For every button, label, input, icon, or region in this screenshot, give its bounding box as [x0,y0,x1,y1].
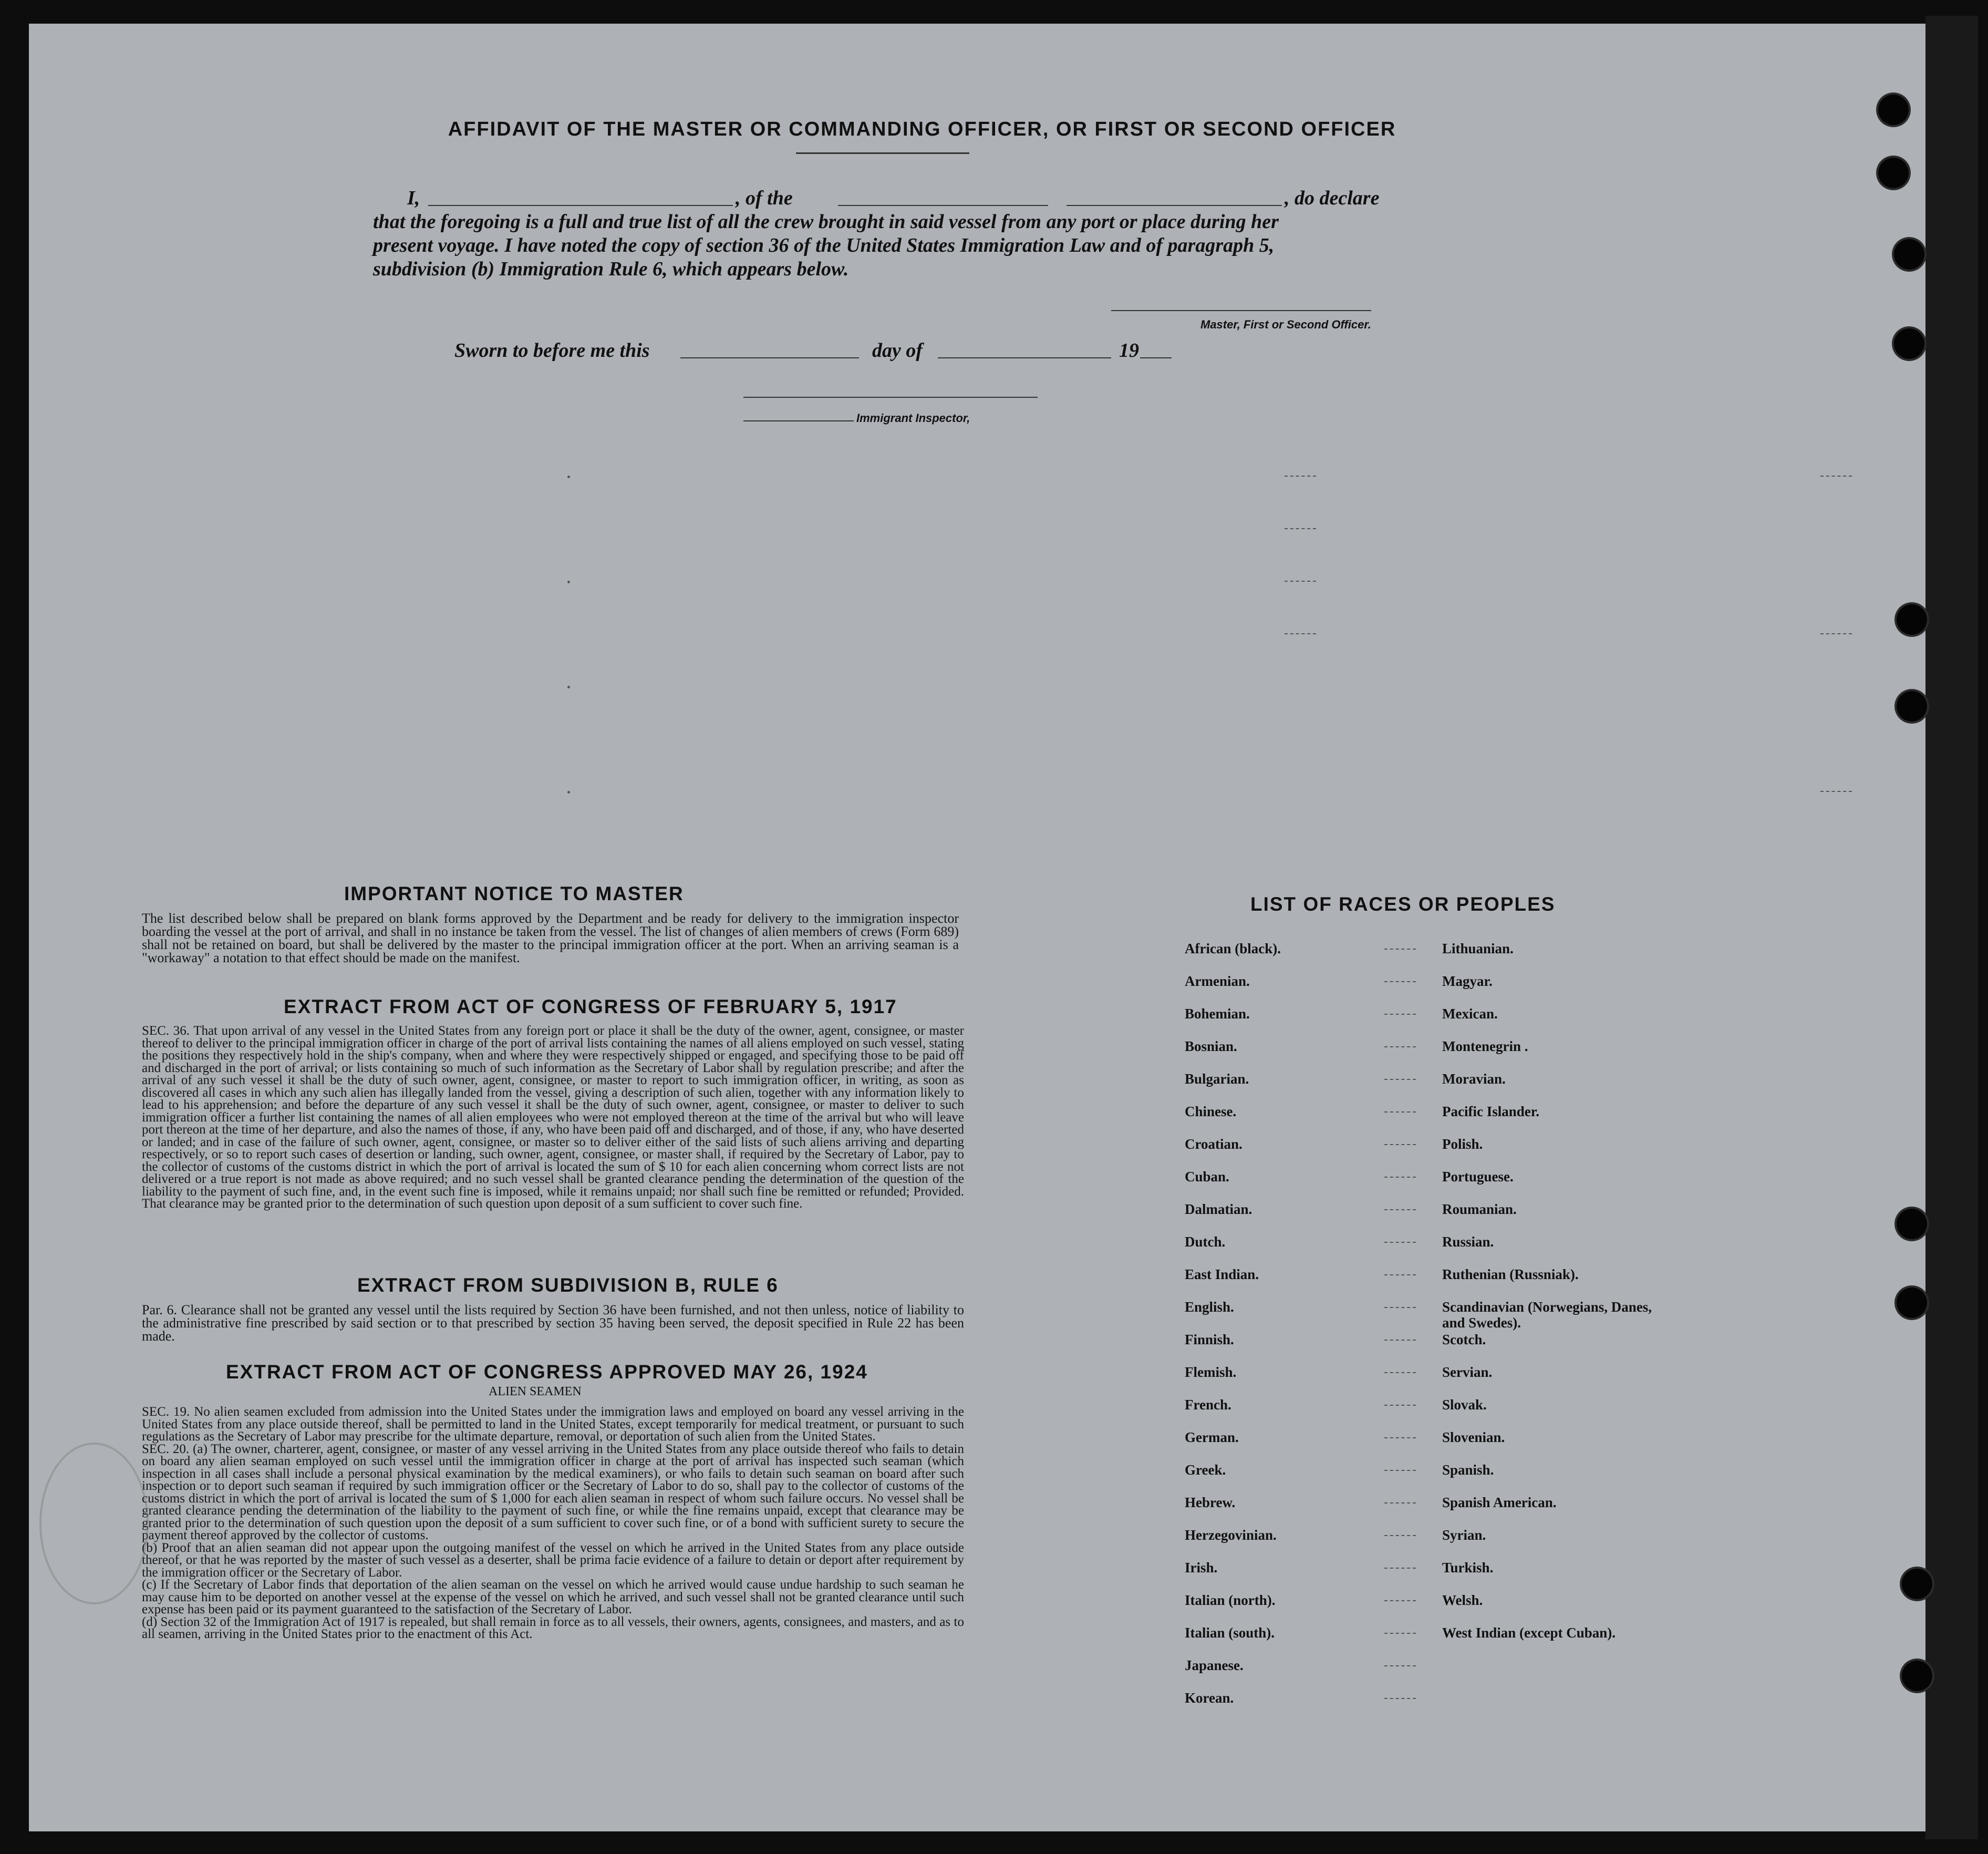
inspector-caption: Immigrant Inspector, [856,411,970,425]
race-label: Scotch. [1442,1332,1486,1347]
race-label: Flemish. [1185,1364,1237,1380]
binder-hole [1902,1661,1932,1691]
binder-hole [1897,604,1927,635]
race-label: Armenian. [1185,973,1250,989]
binder-hole [1902,1569,1932,1599]
race-label: Bosnian. [1185,1038,1237,1054]
notice-title: IMPORTANT NOTICE TO MASTER [344,883,684,904]
race-count-field[interactable] [1384,1046,1416,1047]
race-label: Finnish. [1185,1332,1234,1347]
race-count-field[interactable] [1384,1437,1416,1438]
race-count-field[interactable] [1384,1079,1416,1080]
race-item [1442,1625,1663,1657]
races-right-column [1442,941,1663,1657]
race-count-field[interactable] [1384,1307,1416,1308]
race-label: Portuguese. [1442,1169,1514,1184]
race-label: Chinese. [1185,1104,1237,1119]
name-field[interactable] [428,205,733,206]
race-label: East Indian. [1185,1266,1259,1282]
race-label: Bulgarian. [1185,1071,1249,1087]
race-item [1442,1495,1663,1527]
race-count-field[interactable] [1384,1340,1416,1341]
vessel-name-field[interactable] [1067,205,1282,206]
guide-dot [567,791,570,794]
race-item [1185,1006,1395,1038]
race-item [1185,1104,1395,1136]
race-label: Hebrew. [1185,1495,1236,1510]
race-count-field[interactable] [1384,1242,1416,1243]
race-count-field[interactable] [1384,1405,1416,1406]
race-item [1185,1592,1395,1625]
race-item [1185,1690,1395,1723]
vessel-nationality-field[interactable] [838,205,1048,206]
affidavit-line4: subdivision (b) Immigration Rule 6, which appears below. [373,258,849,280]
race-label: English. [1185,1299,1234,1315]
race-item [1442,1560,1663,1592]
race-count-field[interactable] [1384,1372,1416,1373]
sworn-year-field[interactable] [1140,357,1172,358]
race-item [1185,1429,1395,1462]
race-label: West Indian (except Cuban). [1442,1625,1616,1641]
race-item [1185,1038,1395,1071]
race-item [1185,973,1395,1006]
race-label: Montenegrin . [1442,1038,1528,1054]
binder-hole [1878,95,1909,125]
race-item [1185,1495,1395,1527]
binder-hole [1897,1288,1927,1318]
race-item [1185,1136,1395,1169]
race-count-field[interactable] [1384,1111,1416,1113]
year-prefix: 19 [1119,339,1139,362]
race-item [1185,1560,1395,1592]
race-label: Croatian. [1185,1136,1242,1152]
affidavit-title-rule [796,152,969,154]
race-item [1442,1332,1663,1364]
race-label: Greek. [1185,1462,1226,1478]
race-item [1442,973,1663,1006]
race-label: Lithuanian. [1442,941,1514,956]
race-count-field[interactable] [1384,981,1416,982]
officer-signature-field[interactable] [1111,310,1371,311]
extract-1917-text: SEC. 36. That upon arrival of any vessel in the United States from any foreign port or place it shall be the duty of the owner, agent, consignee, or master thereof to deliver to the principal immigration officer in charge of the port of arrival lists containing the names of all aliens employed on such vessel, stating the positions they respectively hold in the ship's company, when and where they were respectively shipped or engaged, and specifying those to be paid off and discharged in the port of arrival; or lists containing so much of such information as the Secretary of Labor shall by regulation prescribe; and after the arrival of any such vessel it shall be the duty of such owner, agent, consignee, or master to report to such immigration officer, in writing, as soon as discovered all cases in which any such alien has illegally landed from the vessel, giving a description of such alien, together with any information likely to lead to his apprehension; and before the departure of any such vessel it shall be the duty of such owner, agent, consignee, or master to deliver to such immigration officer a further list containing the names of all alien employees who were not employed thereon at the time of the arrival but who will leave port thereon at the time of her departure, and also the names of those, if any, who have been paid off and discharged, and of those, if any, who have deserted or landed; and in case of the failure of such owner, agent, consignee, or master so to deliver either of the said lists of such aliens arriving and departing respectively, or so to report such cases of desertion or landing, such owner, agent, consignee, or master shall, if required by the Secretary of Labor, pay to the collector of customs of the customs district in which the port of arrival is located the sum of $ 10 for each alien concerning whom correct lists are not delivered or a true report is not made as above required; and no such vessel shall be granted clearance pending the determination of the question of the liability to the payment of such fine, and, in the event such fine is imposed, while it remains unpaid; nor shall such fine be remitted or refunded; Provided. That clearance may be granted prior to the determination of such question upon deposit of a sum sufficient to cover such fine. [142,1024,964,1211]
sworn-month-field[interactable] [938,357,1111,358]
binder-hole [1894,239,1924,270]
race-label: Welsh. [1442,1592,1483,1608]
document-page [29,24,1925,1831]
inspector-signature-field-top[interactable] [743,397,1038,398]
race-count-field[interactable] [1384,1698,1416,1699]
race-count-field[interactable] [1384,1535,1416,1536]
race-item [1442,1429,1663,1462]
race-item [1185,1266,1395,1299]
binder-hole [1897,1209,1927,1239]
guide-dash [1285,633,1316,634]
race-label: African (black). [1185,941,1281,956]
race-label: Spanish American. [1442,1495,1557,1510]
race-count-field[interactable] [1384,1502,1416,1503]
affidavit-title: AFFIDAVIT OF THE MASTER OR COMMANDING OFFICER, OR FIRST OR SECOND OFFICER [448,118,1396,140]
inspector-signature-field[interactable] [743,420,854,421]
race-item [1185,1234,1395,1266]
race-item [1185,1657,1395,1690]
race-item [1185,1625,1395,1657]
extract-1924-p1: SEC. 19. No alien seamen excluded from admission into the United States under the immigration laws and employed on board any vessel arriving in the United States from any place outside thereof, shall be permitted to land in the United States, except temporarily for medical treatment, or pursuant to such regulations as the Secretary of Labor may prescribe for the ultimate departure, removal, or deportation of such alien from the United States. [142,1405,964,1444]
race-count-field[interactable] [1384,1600,1416,1601]
extract-1917-title: EXTRACT FROM ACT OF CONGRESS OF FEBRUARY 5, 1917 [284,996,897,1017]
race-count-field[interactable] [1384,1665,1416,1666]
race-item [1442,1397,1663,1429]
race-label: German. [1185,1429,1239,1445]
binder-hole [1897,691,1927,722]
embossed-seal [39,1443,149,1604]
extract-1924-p4: (c) If the Secretary of Labor finds that deportation of the alien seaman on the vessel on which he arrived would cause undue hardship to such seaman he may cause him to be deported on another vessel at the expense of the vessel on which he arrived, and such vessel shall not be granted clearance until such expense has been paid or its payment guaranteed to the satisfaction of the Secretary of Labor. [142,1578,964,1616]
race-label: Irish. [1185,1560,1218,1575]
race-label: Italian (south). [1185,1625,1275,1641]
race-label: Russian. [1442,1234,1494,1250]
race-label: Magyar. [1442,973,1493,989]
extract-1924-p3: (b) Proof that an alien seaman did not appear upon the outgoing manifest of the vessel on which he arrived in the United States from any place outside thereof, or that he was reported by the master of such vessel as a deserter, shall be prima facie evidence of a failure to detain or deport after requirement by the immigration officer or the Secretary of Labor. [142,1540,964,1580]
extract-1924-p5: (d) Section 32 of the Immigration Act of 1917 is repealed, but shall remain in force as to all vessels, their owners, agents, consignees, and masters, and as to all seamen, arriving in the United States prior to the enactment of this Act. [142,1614,964,1641]
extract-1924-subtitle: ALIEN SEAMEN [489,1385,582,1398]
race-item [1442,1006,1663,1038]
race-item [1442,1169,1663,1201]
sworn-text: Sworn to before me this [454,339,650,362]
race-item [1442,1038,1663,1071]
affidavit-line1-do-declare: , do declare [1285,187,1380,209]
extract-1924-p2: SEC. 20. (a) The owner, charterer, agent, consignee, or master of any vessel arriving in the United States from any place outside thereof who fails to detain on board any alien seaman employed on such vessel until the immigration officer in charge at the port of arrival has inspected such seaman (which inspection in all cases shall include a personal physical examination by the medical examiners), or who fails to detain such seaman on board after such inspection or to deport such seaman if required by such immigration officer or the Secretary of Labor to do so, shall pay to the collector of customs of the customs district in which the port of arrival is located the sum of $ 1,000 for each alien seaman in respect of whom such failure occurs. No vessel shall be granted clearance pending the determination of the liability to the payment of such fine, or while the fine remains unpaid, except that clearance may be granted prior to the determination of such question upon the deposit of a sum sufficient to cover such fine, or of a bond with sufficient surety to secure the payment thereof approved by the collector of customs. [142,1441,964,1542]
race-item [1185,1169,1395,1201]
race-label: Mexican. [1442,1006,1498,1022]
affidavit-line1-i: I, [407,187,420,209]
race-item [1442,1071,1663,1104]
race-item [1185,1462,1395,1495]
race-count-field[interactable] [1384,1209,1416,1210]
race-item [1442,1527,1663,1560]
race-item [1442,941,1663,973]
binder-hole [1894,328,1924,359]
race-count-field[interactable] [1384,1144,1416,1145]
race-label: Polish. [1442,1136,1483,1152]
extract-1924-body [142,1406,964,1641]
race-label: Moravian. [1442,1071,1506,1087]
race-count-field[interactable] [1384,1470,1416,1471]
race-item [1185,1527,1395,1560]
race-count-field[interactable] [1384,1633,1416,1634]
race-label: Dutch. [1185,1234,1226,1250]
race-label: Ruthenian (Russniak). [1442,1266,1579,1282]
race-label: Servian. [1442,1364,1493,1380]
race-item [1185,1364,1395,1397]
race-label: Herzegovinian. [1185,1527,1277,1543]
sworn-date-field[interactable] [680,357,859,358]
race-item [1442,1299,1663,1332]
race-label: Roumanian. [1442,1201,1517,1217]
race-count-field[interactable] [1384,1274,1416,1275]
race-item [1442,1364,1663,1397]
race-label: Scandinavian (Norwegians, Danes, and Swedes). [1442,1299,1652,1331]
sheet-edge [1925,16,1978,1839]
guide-dash [1285,581,1316,582]
race-label: Italian (north). [1185,1592,1276,1608]
race-item [1442,1234,1663,1266]
race-label: Cuban. [1185,1169,1229,1184]
race-item [1442,1462,1663,1495]
guide-dash [1285,528,1316,529]
race-item [1185,1332,1395,1364]
race-item [1185,1299,1395,1332]
guide-dash [1285,476,1316,477]
race-item [1185,1071,1395,1104]
extract-rule6-text: Par. 6. Clearance shall not be granted any vessel until the lists required by Section 36 have been furnished, and not then unless, notice of liability to the administrative fine prescribed by said section or to that prescribed by section 35 having been served, the deposit specified in Rule 22 has been made. [142,1302,964,1344]
guide-dot [567,686,570,688]
guide-dash [1820,791,1852,792]
race-item [1185,941,1395,973]
race-count-field[interactable] [1384,949,1416,950]
race-item [1442,1592,1663,1625]
extract-rule6-title: EXTRACT FROM SUBDIVISION B, RULE 6 [357,1274,779,1296]
race-label: Bohemian. [1185,1006,1250,1022]
binder-hole [1878,158,1909,188]
races-title: LIST OF RACES OR PEOPLES [1250,893,1556,915]
race-label: Spanish. [1442,1462,1494,1478]
guide-dot [567,581,570,583]
affidavit-line2: that the foregoing is a full and true list of all the crew brought in said vessel from any port or place during her [373,211,1279,233]
race-item [1185,1201,1395,1234]
affidavit-line3: present voyage. I have noted the copy of section 36 of the United States Immigration Law and of paragraph 5, [373,234,1275,256]
race-label: Turkish. [1442,1560,1494,1575]
signature-caption: Master, First or Second Officer. [1200,318,1371,331]
guide-dash [1820,476,1852,477]
race-label: Pacific Islander. [1442,1104,1539,1119]
race-label: Korean. [1185,1690,1234,1706]
race-label: Slovenian. [1442,1429,1505,1445]
guide-dash [1820,633,1852,634]
race-label: Syrian. [1442,1527,1486,1543]
race-item [1185,1397,1395,1429]
race-item [1442,1104,1663,1136]
races-left-column [1185,941,1395,1723]
day-of-text: day of [872,339,923,362]
race-label: Slovak. [1442,1397,1487,1413]
race-label: Dalmatian. [1185,1201,1252,1217]
race-count-field[interactable] [1384,1177,1416,1178]
race-count-field[interactable] [1384,1568,1416,1569]
race-item [1442,1201,1663,1234]
guide-dot [567,476,570,478]
race-count-field[interactable] [1384,1014,1416,1015]
extract-1924-title: EXTRACT FROM ACT OF CONGRESS APPROVED MAY 26, 1924 [226,1361,868,1383]
notice-text: The list described below shall be prepared on blank forms approved by the Department and be ready for delivery to the immigration inspector boarding the vessel at the port of arrival, and shall in no instance be taken from the vessel. The list of changes of alien members of crews (Form 689) shall not be retained on board, but shall be delivered by the master to the principal immigration officer at the port. When an arriving seaman is a "workaway" a notation to that effect should be made on the manifest. [142,911,959,965]
race-item [1442,1266,1663,1299]
race-item [1442,1136,1663,1169]
affidavit-line1-of-the: , of the [736,187,793,209]
race-label: French. [1185,1397,1231,1413]
race-label: Japanese. [1185,1657,1244,1673]
